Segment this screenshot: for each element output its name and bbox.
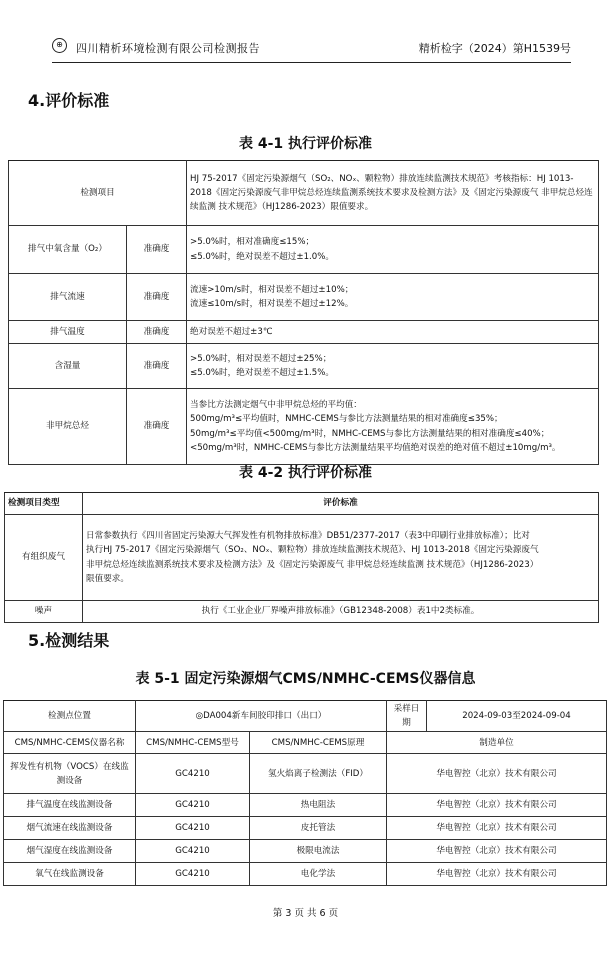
page-number: 第 3 页 共 6 页	[272, 908, 339, 919]
standard-line: 限值要求。	[86, 573, 129, 584]
report-number: 精析检字（2024）第H1539号	[418, 42, 571, 55]
table-cell-maker: 华电智控（北京）技术有限公司	[387, 754, 607, 794]
table-cell-criteria	[187, 389, 599, 465]
table-cell-criteria	[187, 274, 599, 321]
table-row	[4, 863, 607, 886]
table-row	[9, 389, 599, 465]
table-cell-name: 氧气在线监测设备	[4, 863, 136, 886]
table-cell-name: 烟气流速在线监测设备	[4, 817, 136, 840]
sampling-date-value: 2024-09-03至2024-09-04	[427, 701, 607, 732]
section-5-title: 5.检测结果	[28, 631, 110, 650]
table-row	[9, 321, 599, 344]
table-cell-name: 烟气湿度在线监测设备	[4, 840, 136, 863]
table-5-1-caption: 表 5-1 固定污染源烟气CMS/NMHC-CEMS仪器信息	[135, 671, 476, 687]
table-cell-model: GC4210	[136, 754, 250, 794]
table-cell-maker: 华电智控（北京）技术有限公司	[387, 794, 607, 817]
standard-line: 执行《工业企业厂界噪声排放标准》（GB12348-2008）表1中2类标准。	[201, 606, 480, 617]
table-cell-model: GC4210	[136, 817, 250, 840]
col-header-maker: 制造单位	[387, 732, 607, 754]
table-cell-criteria	[187, 321, 599, 344]
table-cell-model: GC4210	[136, 794, 250, 817]
table-4-2-col-standard: 评价标准	[83, 493, 599, 515]
criteria-line: 当参比方法测定烟气中非甲烷总烃的平均值：	[190, 400, 362, 411]
standard-line: 非甲烷总烃连续监测系统技术要求及检测方法》及《固定污染源废气 非甲烷总烃连续监测 技术规范》（HJ1286-2023）	[86, 559, 539, 570]
company-name: 四川精析环境检测有限公司检测报告	[76, 42, 260, 55]
section-4-title: 4.评价标准	[28, 91, 110, 110]
table-cell-item: 非甲烷总烃	[9, 389, 127, 465]
table-cell-type: 有组织废气	[5, 515, 83, 601]
table-row	[4, 840, 607, 863]
criteria-line: 流速>10m/s时，相对误差不超过±10%；	[190, 284, 354, 295]
criteria-line: 500mg/m³≤平均值时，NMHC-CEMS与参比方法测量结果的相对准确度≤35%；	[190, 414, 503, 425]
table-cell-principle: 皮托管法	[250, 817, 387, 840]
table-row	[5, 515, 599, 601]
table-cell-maker: 华电智控（北京）技术有限公司	[387, 817, 607, 840]
table-4-1-head-text: HJ 75-2017《固定污染源烟气（SO₂、NOₓ、颗粒物）排放连续监测技术规范》考核指标：HJ 1013-2018《固定污染源废气非甲烷总烃连续监测系统技术要求及检测方法》及《固定污染源废气 非甲烷总烃连续监测 技术规范》（HJ1286-2023）限值要求。	[187, 161, 599, 226]
criteria-line: 50mg/m³≤平均值<500mg/m³时，NMHC-CEMS与参比方法测量结果的相对准确度≤40%；	[190, 428, 550, 439]
table-row	[9, 344, 599, 389]
table-cell-principle: 氢火焰离子检测法（FID）	[250, 754, 387, 794]
table-cell-name: 挥发性有机物（VOCS）在线监测设备	[4, 754, 136, 794]
table-cell-item: 排气流速	[9, 274, 127, 321]
col-header-model: CMS/NMHC-CEMS型号	[136, 732, 250, 754]
table-cell-standard	[83, 515, 599, 601]
table-cell-principle: 电化学法	[250, 863, 387, 886]
table-cell-criteria	[187, 226, 599, 274]
col-header-name: CMS/NMHC-CEMS仪器名称	[4, 732, 136, 754]
table-cell-type: 准确度	[127, 389, 187, 465]
table-cell-maker: 华电智控（北京）技术有限公司	[387, 863, 607, 886]
table-cell-name: 排气温度在线监测设备	[4, 794, 136, 817]
location-value: ◎DA004新车间胶印排口（出口）	[136, 701, 387, 732]
table-row	[4, 754, 607, 794]
location-label: 检测点位置	[4, 701, 136, 732]
criteria-line: 流速≤10m/s时，相对误差不超过±12%。	[190, 299, 354, 309]
table-cell-standard	[83, 601, 599, 623]
table-cell-principle: 热电阻法	[250, 794, 387, 817]
table-cell-maker: 华电智控（北京）技术有限公司	[387, 840, 607, 863]
table-cell-model: GC4210	[136, 840, 250, 863]
table-4-1-head-label: 检测项目	[9, 161, 187, 226]
table-4-2-col-type: 检测项目类型	[5, 493, 83, 515]
table-cell-type: 准确度	[127, 321, 187, 344]
criteria-line: >5.0%时，相对准确度≤15%；	[190, 237, 315, 248]
table-row	[4, 794, 607, 817]
table-4-1-caption: 表 4-1 执行评价标准	[238, 136, 373, 152]
criteria-line: <50mg/m³时，NMHC-CEMS与参比方法测量结果平均值绝对误差的绝对值不超过±10mg/m³。	[190, 442, 561, 453]
table-cell-type: 准确度	[127, 344, 187, 389]
criteria-line: >5.0%时，相对误差不超过±25%；	[190, 353, 332, 364]
table-cell-type: 准确度	[127, 226, 187, 274]
standard-line: 执行HJ 75-2017《固定污染源烟气（SO₂、NOₓ、颗粒物）排放连续监测技术规范》、HJ 1013-2018《固定污染源废气	[86, 545, 539, 556]
table-4-2	[4, 492, 599, 623]
company-logo-icon: ⊕	[52, 38, 67, 53]
col-header-principle: CMS/NMHC-CEMS原理	[250, 732, 387, 754]
table-cell-criteria	[187, 344, 599, 389]
header-divider	[52, 62, 571, 63]
standard-line: 日常参数执行《四川省固定污染源大气挥发性有机物排放标准》DB51/2377-2017（表3中印刷行业排放标准）；比对	[86, 531, 530, 542]
page-header	[52, 36, 571, 62]
table-cell-principle: 极限电流法	[250, 840, 387, 863]
table-row	[5, 601, 599, 623]
table-cell-type: 准确度	[127, 274, 187, 321]
table-4-1	[8, 160, 599, 465]
table-row	[4, 817, 607, 840]
criteria-line: 绝对误差不超过±3℃	[190, 326, 273, 337]
table-cell-type: 噪声	[5, 601, 83, 623]
table-cell-item: 含湿量	[9, 344, 127, 389]
table-cell-item: 排气温度	[9, 321, 127, 344]
table-cell-item: 排气中氧含量（O₂）	[9, 226, 127, 274]
table-5-1	[3, 700, 607, 886]
table-cell-model: GC4210	[136, 863, 250, 886]
criteria-line: ≤5.0%时，绝对误差不超过±1.0%。	[190, 251, 335, 262]
table-row	[9, 226, 599, 274]
criteria-line: ≤5.0%时，绝对误差不超过±1.5%。	[190, 368, 335, 378]
table-4-2-caption: 表 4-2 执行评价标准	[238, 465, 373, 481]
sampling-date-label: 采样日期	[387, 701, 427, 732]
table-row	[9, 274, 599, 321]
